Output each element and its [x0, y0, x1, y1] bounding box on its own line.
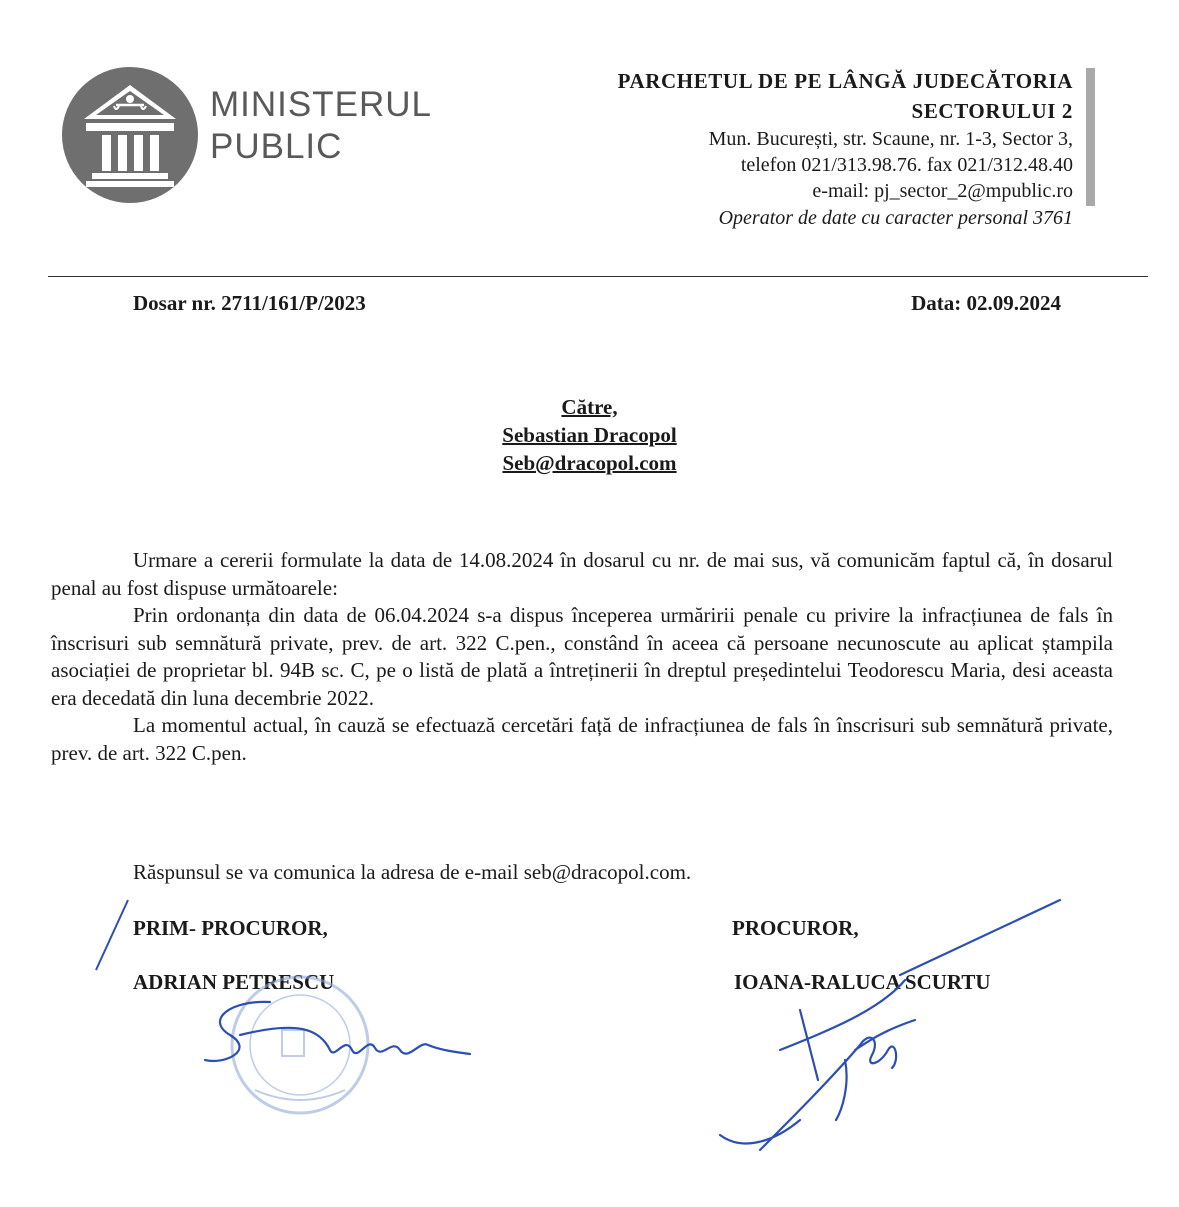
right-handwritten-signature [720, 900, 1060, 1150]
document-date: Data: 02.09.2024 [911, 291, 1061, 315]
institution-email: e-mail: pj_sector_2@mpublic.ro [812, 180, 1073, 202]
case-number: Dosar nr. 2711/161/P/2023 [133, 291, 366, 315]
left-handwritten-signature [205, 1002, 470, 1061]
body-paragraph-3: La momentul actual, în cauză se efectuază cercetări față de infracțiunea de fals în înscrisuri sub semnătură private, prev. de art. 322 C.pen. [51, 713, 1113, 765]
institution-address: Mun. București, str. Scaune, nr. 1-3, Sector 3, [708, 128, 1073, 150]
addressee-email: Seb@dracopol.com [502, 451, 677, 475]
logo-line-2: PUBLIC [210, 127, 343, 166]
reply-note: Răspunsul se va comunica la adresa de e-mail seb@dracopol.com. [133, 860, 692, 884]
institution-phone: telefon 021/313.98.76. fax 021/312.48.40 [740, 154, 1073, 176]
left-margin-mark [96, 900, 128, 970]
left-signatory-name: ADRIAN PETRESCU [133, 970, 335, 994]
left-signatory-title: PRIM- PROCUROR, [133, 916, 328, 940]
right-signatory-name: IOANA-RALUCA SCURTU [734, 970, 991, 994]
body-paragraph-1: Urmare a cererii formulate la data de 14.08.2024 în dosarul cu nr. de mai sus, vă comunicăm faptul că, în dosarul penal au fost dispuse următoarele: [51, 548, 1113, 600]
institution-name: PARCHETUL DE PE LÂNGĂ JUDECĂTORIA [617, 69, 1073, 93]
body-paragraph-2: Prin ordonanța din data de 06.04.2024 s-a dispus începerea urmăririi penale cu privire la infracțiunea de fals în înscrisuri sub semnătură private, prev. de art. 322 C.pen., constând în aceea că persoane necunoscute au aplicat ștampila asociației de proprietar bl. 94B sc. C, pe o listă de plată a întreținerii în dreptul președintelui Teodorescu Maria, desi aceasta era decedată din luna decembrie 2022. [51, 603, 1113, 710]
addressee-name: Sebastian Dracopol [502, 423, 677, 447]
institution-sector: SECTORULUI 2 [911, 99, 1073, 123]
right-signatory-title: PROCUROR, [732, 916, 859, 940]
logo-line-1: MINISTERUL [210, 85, 432, 124]
data-operator-note: Operator de date cu caracter personal 3761 [718, 207, 1073, 229]
addressee-to: Către, [561, 395, 618, 419]
